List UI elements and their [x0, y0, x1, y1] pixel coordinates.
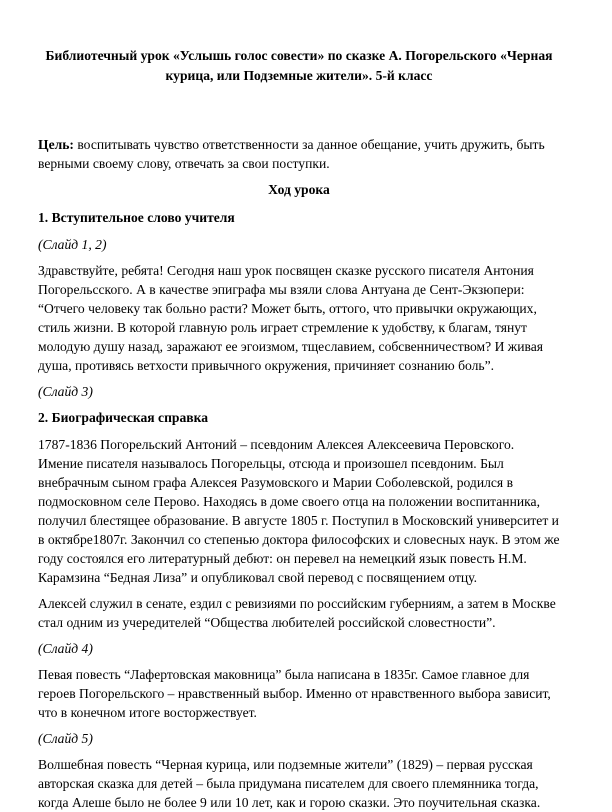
slide-ref-3: (Слайд 3)	[38, 384, 93, 399]
paragraph-first-story: Певая повесть “Лафертовская маковница” была написана в 1835г. Самое главное для героев Погорельского – нравственный выбор. Именно от нравственного выбора зависит, что в конечном итоге восторжествует.	[38, 667, 551, 720]
goal-label: Цель:	[38, 137, 74, 152]
slide-ref-1-2: (Слайд 1, 2)	[38, 237, 107, 252]
paragraph-intro: Здравствуйте, ребята! Сегодня наш урок посвящен сказке русского писателя Антония Погорельсского. А в качестве эпиграфа мы взяли слова Антуана де Сент-Экзюпери: “Отчего человеку так больно расти? Может быть, оттого, что привычки окружающих, стиль жизни. В которой главную роль играет стремление к удобству, к благам, тянут молодую душу назад, заражают ее эгоизмом, тщеславием, собсвенничеством? И живая душа, противясь ветхости привычного окружения, причиняет сознанию боль”.	[38, 263, 543, 373]
goal-text: воспитывать чувство ответственности за данное обещание, учить дружить, быть верными своему слову, отвечать за свои поступки.	[38, 137, 545, 171]
lesson-heading: Ход урока	[268, 182, 330, 197]
slide-ref-5: (Слайд 5)	[38, 731, 93, 746]
lesson-goal	[38, 135, 560, 173]
section1-heading: 1. Вступительное слово учителя	[38, 210, 235, 225]
section2-heading: 2. Биографическая справка	[38, 410, 209, 425]
document-title: Библиотечный урок «Услышь голос совести» по сказке А. Погорельского «Черная курица, или Подземные жители». 5-й класс	[45, 48, 553, 83]
slide-ref-4: (Слайд 4)	[38, 641, 93, 656]
paragraph-service: Алексей служил в сенате, ездил с ревизиями по российским губерниям, а затем в Москве стал одним из учередителей “Общества любителей российской словестности”.	[38, 596, 556, 630]
paragraph-biography: 1787-1836 Погорельский Антоний – псевдоним Алексея Алексеевича Перовского. Имение писателя называлось Погорельцы, отсюда и произошел псевдоним. Был внебрачным сыном графа Алексея Разумовского и Марии Соболевской, родился в подмосковном селе Перово. Находясь в доме своего отца на положении воспитанника, получил блестящее образование. В августе 1805 г. Поступил в Московский университет и в октябре1807г. Закончил со степенью доктора философских и словесных наук. В этом же году состоялся его литературный дебют: он перевел на немецкий язык повесть Н.М. Карамзина “Бедная Лиза” и опубликовал свой перевод с посвящением отцу.	[38, 437, 560, 585]
paragraph-black-hen: Волшебная повесть “Черная курица, или подземные жители” (1829) – первая русская авторская сказка для детей – была придумана писателем для своего племянника тогда, когда Алеше было не более 9 или 10 лет, как и горою сказки. Это поучительная сказка.	[38, 757, 541, 810]
spacer	[38, 86, 560, 135]
